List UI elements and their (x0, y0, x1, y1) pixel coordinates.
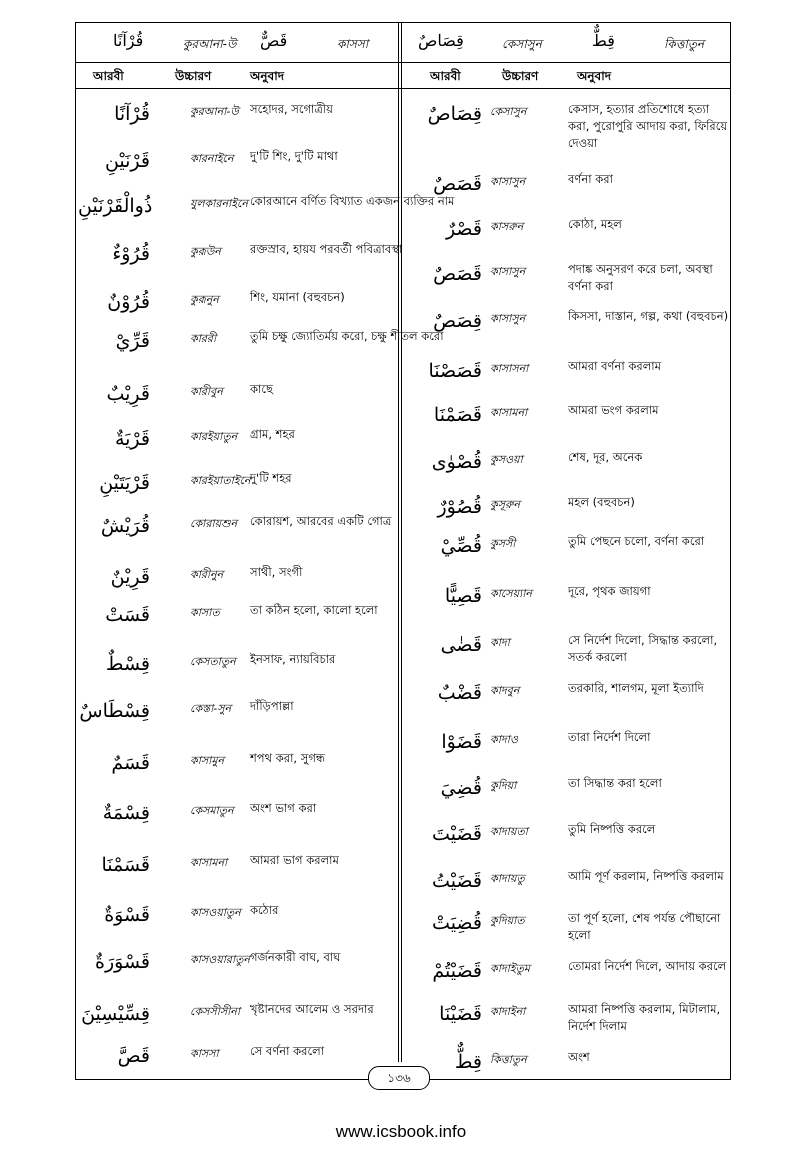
entry-meaning: কোরায়শ, আরবের একটি গোত্র (250, 514, 392, 528)
entry-meaning: কেসাস, হত্যার প্রতিশোধে হত্যা করা, পুরোপুরি আদায় করা, ফিরিয়ে দেওয়া (568, 102, 728, 150)
header-rule-top (75, 62, 731, 63)
entry-meaning: তা পূর্ণ হলো, শেষ পর্যন্ত পৌছানো হলো (568, 911, 721, 942)
entry-pronunciation: কোরায়শুন (190, 517, 238, 530)
entry-arabic: قَصَصْنَا (428, 360, 482, 382)
entry-meaning: শেষ, দূর, অনেক (568, 450, 643, 464)
entry-arabic: قَصْرٌ (445, 218, 482, 240)
entry-pronunciation: কাসামুন (190, 754, 225, 767)
entry-arabic: قَسْوَرَةٌ (95, 951, 150, 973)
entry-meaning: সহোদর, সগোত্রীয় (250, 102, 333, 116)
entry-pronunciation: কেসাসুন (490, 105, 527, 118)
entry-pronunciation: কাসেয়্যান (490, 587, 532, 600)
entry-pronunciation: কুরআনা-উ (190, 105, 239, 118)
entry-meaning: পদাঙ্ক অনুসরণ করে চলা, অবস্থা বর্ণনা করা (568, 262, 713, 293)
column-header-pronunciation: উচ্চারণ (502, 69, 539, 83)
running-header-left-last-arabic: قَصٌّ (260, 31, 288, 50)
running-header-left (75, 28, 398, 60)
entry-meaning: শিং, যমানা (বহুবচন) (250, 290, 345, 304)
entry-pronunciation: কাসাসুন (490, 312, 526, 325)
entry-pronunciation: কুসূরুন (490, 498, 520, 511)
entry-pronunciation: কেসমাতুন (190, 804, 234, 817)
entry-pronunciation: কাসামনা (490, 406, 528, 419)
entry-pronunciation: কুরূনুন (190, 293, 219, 306)
running-header-right-last-arabic: قِطٌّ (592, 31, 615, 50)
entry-arabic: قُرُوْءٌ (112, 243, 150, 265)
running-header-left-first-translit: কুরআনা-উ (183, 37, 237, 51)
entry-pronunciation: কাসাত (190, 606, 220, 619)
entry-arabic: قَضَيْتُمْ (432, 960, 482, 982)
entry-pronunciation: কাদাও (490, 733, 518, 746)
entry-pronunciation: কুসওয়া (490, 453, 523, 466)
entry-meaning: গর্জনকারী বাঘ, বাঘ (250, 950, 341, 964)
entry-pronunciation: কারইয়াতাইনে (190, 474, 251, 487)
column-header-pronunciation: উচ্চারণ (175, 69, 212, 83)
entry-meaning: তরকারি, শালগম, মূলা ইত্যাদি (568, 681, 704, 695)
entry-arabic: قَصَمْنَا (433, 404, 482, 426)
entry-pronunciation: কারীবুন (190, 385, 223, 398)
entry-meaning: সাথী, সংগী (250, 565, 303, 579)
entry-arabic: قَرْيَتَيْنِ (99, 472, 150, 494)
entry-arabic: قِصَصٌ (433, 310, 482, 332)
entry-meaning: আমরা নিষ্পত্তি করলাম, মিটালাম, নির্দেশ দিলাম (568, 1002, 721, 1033)
entry-arabic: قُرُوْنٌ (107, 291, 150, 313)
entry-pronunciation: কেসতাতুন (190, 655, 236, 668)
entry-pronunciation: যুলকারনাইনে (190, 197, 248, 210)
entry-pronunciation: কাদাইতুম (490, 962, 530, 975)
entry-arabic: قَضَيْتُ (432, 870, 482, 892)
column-header-right (402, 64, 731, 88)
entry-arabic: قَرِيْبٌ (106, 383, 150, 405)
entry-meaning: সে নির্দেশ দিলো, সিদ্ধান্ত করলো, সতর্ক করলো (568, 633, 718, 664)
running-header-left-first-arabic: قُرْآنًا (113, 31, 144, 50)
entry-pronunciation: কাররী (190, 332, 217, 345)
entry-meaning: কোরআনে বর্ণিত বিখ্যাত একজন ব্যক্তির নাম (250, 194, 455, 208)
entry-meaning: কোঠা, মহল (568, 217, 622, 231)
entry-arabic: قَضَوْا (441, 731, 482, 753)
entry-arabic: قَرْيَةٌ (114, 428, 150, 450)
column-header-arabic: আরবী (93, 69, 124, 83)
entry-pronunciation: কাদা (490, 636, 510, 649)
entry-arabic: قِطٌّ (454, 1051, 482, 1073)
entry-meaning: অংশ (568, 1050, 590, 1064)
running-header-right (402, 28, 731, 60)
entry-pronunciation: কাসসা (190, 1047, 219, 1060)
entry-meaning: তা সিদ্ধান্ত করা হলো (568, 776, 662, 790)
entry-pronunciation: কেস্তা-সুন (190, 702, 232, 715)
entry-meaning: আমরা ভংগ করলাম (568, 403, 659, 417)
entry-arabic: قُضِيَ (440, 777, 482, 799)
entry-meaning: তুমি পেছনে চলো, বর্ণনা করো (568, 534, 705, 548)
entry-meaning: আমরা ভাগ করলাম (250, 853, 339, 867)
entry-meaning: তা কঠিন হলো, কালো হলো (250, 603, 378, 617)
entry-arabic: قُرْآنًا (114, 103, 150, 125)
entry-arabic: قُصُوْرٌ (437, 496, 482, 518)
entry-arabic: قَسَمْنَا (101, 854, 150, 876)
entry-arabic: قَسْوَةٌ (104, 904, 150, 926)
entry-pronunciation: কুসসী (490, 537, 516, 550)
entry-pronunciation: কাসওয়ারাতুন (190, 953, 250, 966)
entry-meaning: শপথ করা, সুগন্ধ (250, 751, 325, 765)
entry-meaning: আমি পূর্ণ করলাম, নিষ্পত্তি করলাম (568, 869, 724, 883)
entry-arabic: قِسِّيْسِيْنَ (81, 1003, 150, 1025)
page-number: ১৩৬ (368, 1066, 430, 1090)
entry-pronunciation: কাদবুন (490, 684, 520, 697)
running-header-right-last-translit: কিত্তাতুন (664, 37, 705, 51)
entry-meaning: খৃষ্টানদের আলেম ও সরদার (250, 1002, 374, 1016)
entry-arabic: قَسَمٌ (111, 752, 150, 774)
running-header-right-first-translit: কেসাসুন (502, 37, 542, 51)
entry-arabic: قَرِيْنٌ (110, 566, 150, 588)
entry-meaning: দূরে, পৃথক জায়গা (568, 584, 651, 598)
entry-pronunciation: কাদায়তু (490, 872, 525, 885)
entry-arabic: قَسَتْ (105, 604, 150, 626)
entry-arabic: قِصَاصٌ (427, 103, 482, 125)
entry-pronunciation: কাসরুন (490, 220, 524, 233)
entry-meaning: গ্রাম, শহর (250, 427, 295, 441)
entry-arabic: قَصَصٌ (433, 173, 482, 195)
entry-meaning: বর্ণনা করা (568, 172, 613, 186)
entry-meaning: আমরা বর্ণনা করলাম (568, 359, 661, 373)
entry-meaning: কাছে (250, 382, 273, 396)
entry-meaning: দু'টি শিং, দু'টি মাথা (250, 149, 338, 163)
entry-pronunciation: কাসামনা (190, 856, 228, 869)
entry-meaning: তুমি চক্ষু জ্যোতির্ময় করো, চক্ষু শীতল করো (250, 329, 444, 343)
column-header-meaning: অনুবাদ (577, 69, 612, 83)
entry-arabic: قِسْمَةٌ (102, 802, 150, 824)
entry-meaning: ইনসাফ, ন্যায়বিচার (250, 652, 336, 666)
column-header-left (75, 64, 398, 88)
entry-pronunciation: কুদিয়াত (490, 914, 525, 927)
entry-arabic: قُرَيْشٌ (100, 515, 150, 537)
entry-arabic: قَصَصٌ (433, 263, 482, 285)
running-header-left-last-translit: কাসসা (337, 37, 369, 51)
entry-meaning: অংশ ভাগ করা (250, 801, 317, 815)
entry-pronunciation: কাসাসনা (490, 362, 529, 375)
entry-meaning: কঠোর (250, 903, 279, 917)
entry-arabic: قَصِيًّا (444, 585, 482, 607)
entry-pronunciation: কারইয়াতুন (190, 430, 238, 443)
entry-arabic: قِسْطَاسٌ (79, 700, 150, 722)
entry-meaning: কিসসা, দাস্তান, গল্প, কথা (বহুবচন) (568, 309, 729, 323)
entry-arabic: قُصِّيْ (440, 535, 482, 557)
entry-meaning: রক্তস্রাব, হায়য পরবর্তী পবিত্রাবস্থা (250, 242, 403, 256)
entry-pronunciation: কিত্তাতুন (490, 1053, 527, 1066)
entry-arabic: قُضِيَتْ (432, 912, 482, 934)
entry-arabic: قَرِّيْ (115, 330, 150, 352)
entry-meaning: দাঁড়িপাল্লা (250, 699, 294, 713)
entry-arabic: قَضَيْتَ (432, 823, 482, 845)
running-header-right-first-arabic: قِصَاصٌ (418, 31, 464, 50)
entry-meaning: তুমি নিষ্পত্তি করলে (568, 822, 656, 836)
entry-arabic: قُصْوٰى (431, 451, 482, 473)
column-header-arabic: আরবী (430, 69, 461, 83)
entry-meaning: তোমরা নির্দেশ দিলে, আদায় করলে (568, 959, 727, 973)
column-header-meaning: অনুবাদ (250, 69, 285, 83)
entry-pronunciation: কুরূউন (190, 245, 221, 258)
entry-pronunciation: কাসাসুন (490, 175, 526, 188)
entry-pronunciation: কাসওয়াতুন (190, 906, 241, 919)
footer-url: www.icsbook.info (335, 1122, 467, 1141)
entry-pronunciation: কাদাইনা (490, 1005, 526, 1018)
entry-arabic: قَضٰى (440, 634, 482, 656)
entry-arabic: قَصَّ (117, 1045, 150, 1067)
entry-pronunciation: কাসাসুন (490, 265, 526, 278)
entry-meaning: দু'টি শহর (250, 471, 292, 485)
entry-meaning: তারা নির্দেশ দিলো (568, 730, 651, 744)
entry-pronunciation: কারীনুন (190, 568, 224, 581)
entry-pronunciation: কারনাইনে (190, 152, 234, 165)
entry-arabic: قَضَيْنَا (439, 1003, 482, 1025)
entry-meaning: সে বর্ণনা করলো (250, 1044, 325, 1058)
entry-arabic: ذُوالْقَرْنَيْنِ (78, 195, 153, 217)
entry-arabic: قِسْطٌ (105, 653, 150, 675)
entry-arabic: قَرْنَيْنِ (104, 150, 150, 172)
header-rule-bottom (75, 88, 731, 89)
entry-pronunciation: কাদায়তা (490, 825, 528, 838)
entry-meaning: মহল (বহুবচন) (568, 495, 635, 509)
entry-arabic: قَضْبٌ (437, 682, 482, 704)
entry-pronunciation: কেসসীসীনা (190, 1005, 241, 1018)
entry-pronunciation: কুদিয়া (490, 779, 517, 792)
